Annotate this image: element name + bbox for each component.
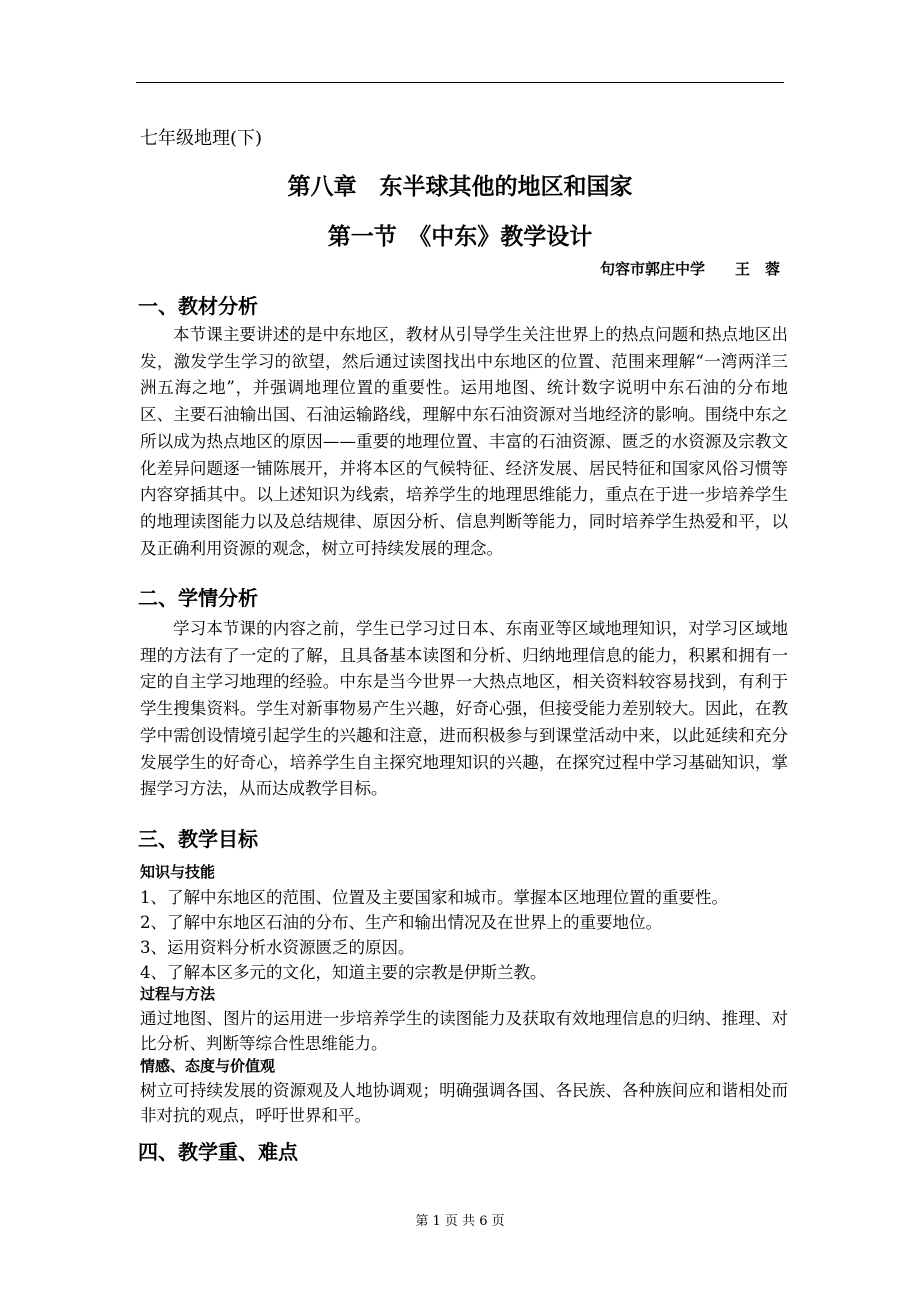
- page-footer: 第 1 页 共 6 页: [415, 1214, 505, 1229]
- chapter-title: 第八章 东半球其他的地区和国家: [287, 174, 633, 200]
- heading-key-difficult-points: 四、教学重、难点: [138, 1140, 298, 1164]
- heading-textbook-analysis: 一、教材分析: [138, 294, 258, 318]
- goal-item: 2、了解中东地区石油的分布、生产和输出情况及在世界上的重要地位。: [140, 913, 662, 932]
- grade-label: 七年级地理(下): [140, 128, 263, 149]
- header-rule: [136, 82, 784, 83]
- paragraph-emotion-values: 树立可持续发展的资源观及人地协调观；明确强调各国、各民族、各种族间应和谐相处而非对抗的观点，呼吁世界和平。: [140, 1081, 788, 1125]
- subheading-process-methods: 过程与方法: [140, 985, 216, 1003]
- goal-item: 3、运用资料分析水资源匮乏的原因。: [140, 938, 415, 957]
- goal-item: 1、了解中东地区的范围、位置及主要国家和城市。掌握本区地理位置的重要性。: [140, 888, 728, 907]
- author-line: 句容市郭庄中学 王 蓉: [599, 260, 780, 278]
- subheading-knowledge-skills: 知识与技能: [140, 863, 216, 881]
- heading-teaching-goals: 三、教学目标: [138, 827, 258, 851]
- paragraph-process-methods: 通过地图、图片的运用进一步培养学生的读图能力及获取有效地理信息的归纳、推理、对比分析、判断等综合性思维能力。: [140, 1009, 788, 1053]
- paragraph-student-analysis: 学习本节课的内容之前，学生已学习过日本、东南亚等区域地理知识，对学习区域地理的方法有了一定的了解，且具备基本读图和分析、归纳地理信息的能力，积累和拥有一定的自主学习地理的经验。中东是当今世界一大热点地区，相关资料较容易找到，有利于学生搜集资料。学生对新事物易产生兴趣，好奇心强，但接受能力差别较大。因此，在教学中需创设情境引起学生的兴趣和注意，进而积极参与到课堂活动中来，以此延续和充分发展学生的好奇心，培养学生自主探究地理知识的兴趣，在探究过程中学习基础知识，掌握学习方法，从而达成教学目标。: [140, 619, 788, 799]
- goal-item: 4、了解本区多元的文化，知道主要的宗教是伊斯兰教。: [140, 963, 547, 982]
- section-title: 第一节 《中东》教学设计: [327, 224, 593, 250]
- subheading-emotion-values: 情感、态度与价值观: [140, 1057, 276, 1075]
- paragraph-textbook-analysis: 本节课主要讲述的是中东地区，教材从引导学生关注世界上的热点问题和热点地区出发，激发学生学习的欲望，然后通过读图找出中东地区的位置、范围来理解“一湾两洋三洲五海之地”，并强调地理位置的重要性。运用地图、统计数字说明中东石油的分布地区、主要石油输出国、石油运输路线，理解中东石油资源对当地经济的影响。围绕中东之所以成为热点地区的原因——重要的地理位置、丰富的石油资源、匮乏的水资源及宗教文化差异问题逐一铺陈展开，并将本区的气候特征、经济发展、居民特征和国家风俗习惯等内容穿插其中。以上述知识为线索，培养学生的地理思维能力，重点在于进一步培养学生的地理读图能力以及总结规律、原因分析、信息判断等能力，同时培养学生热爱和平，以及正确利用资源的观念，树立可持续发展的理念。: [140, 325, 788, 558]
- heading-student-analysis: 二、学情分析: [138, 586, 258, 610]
